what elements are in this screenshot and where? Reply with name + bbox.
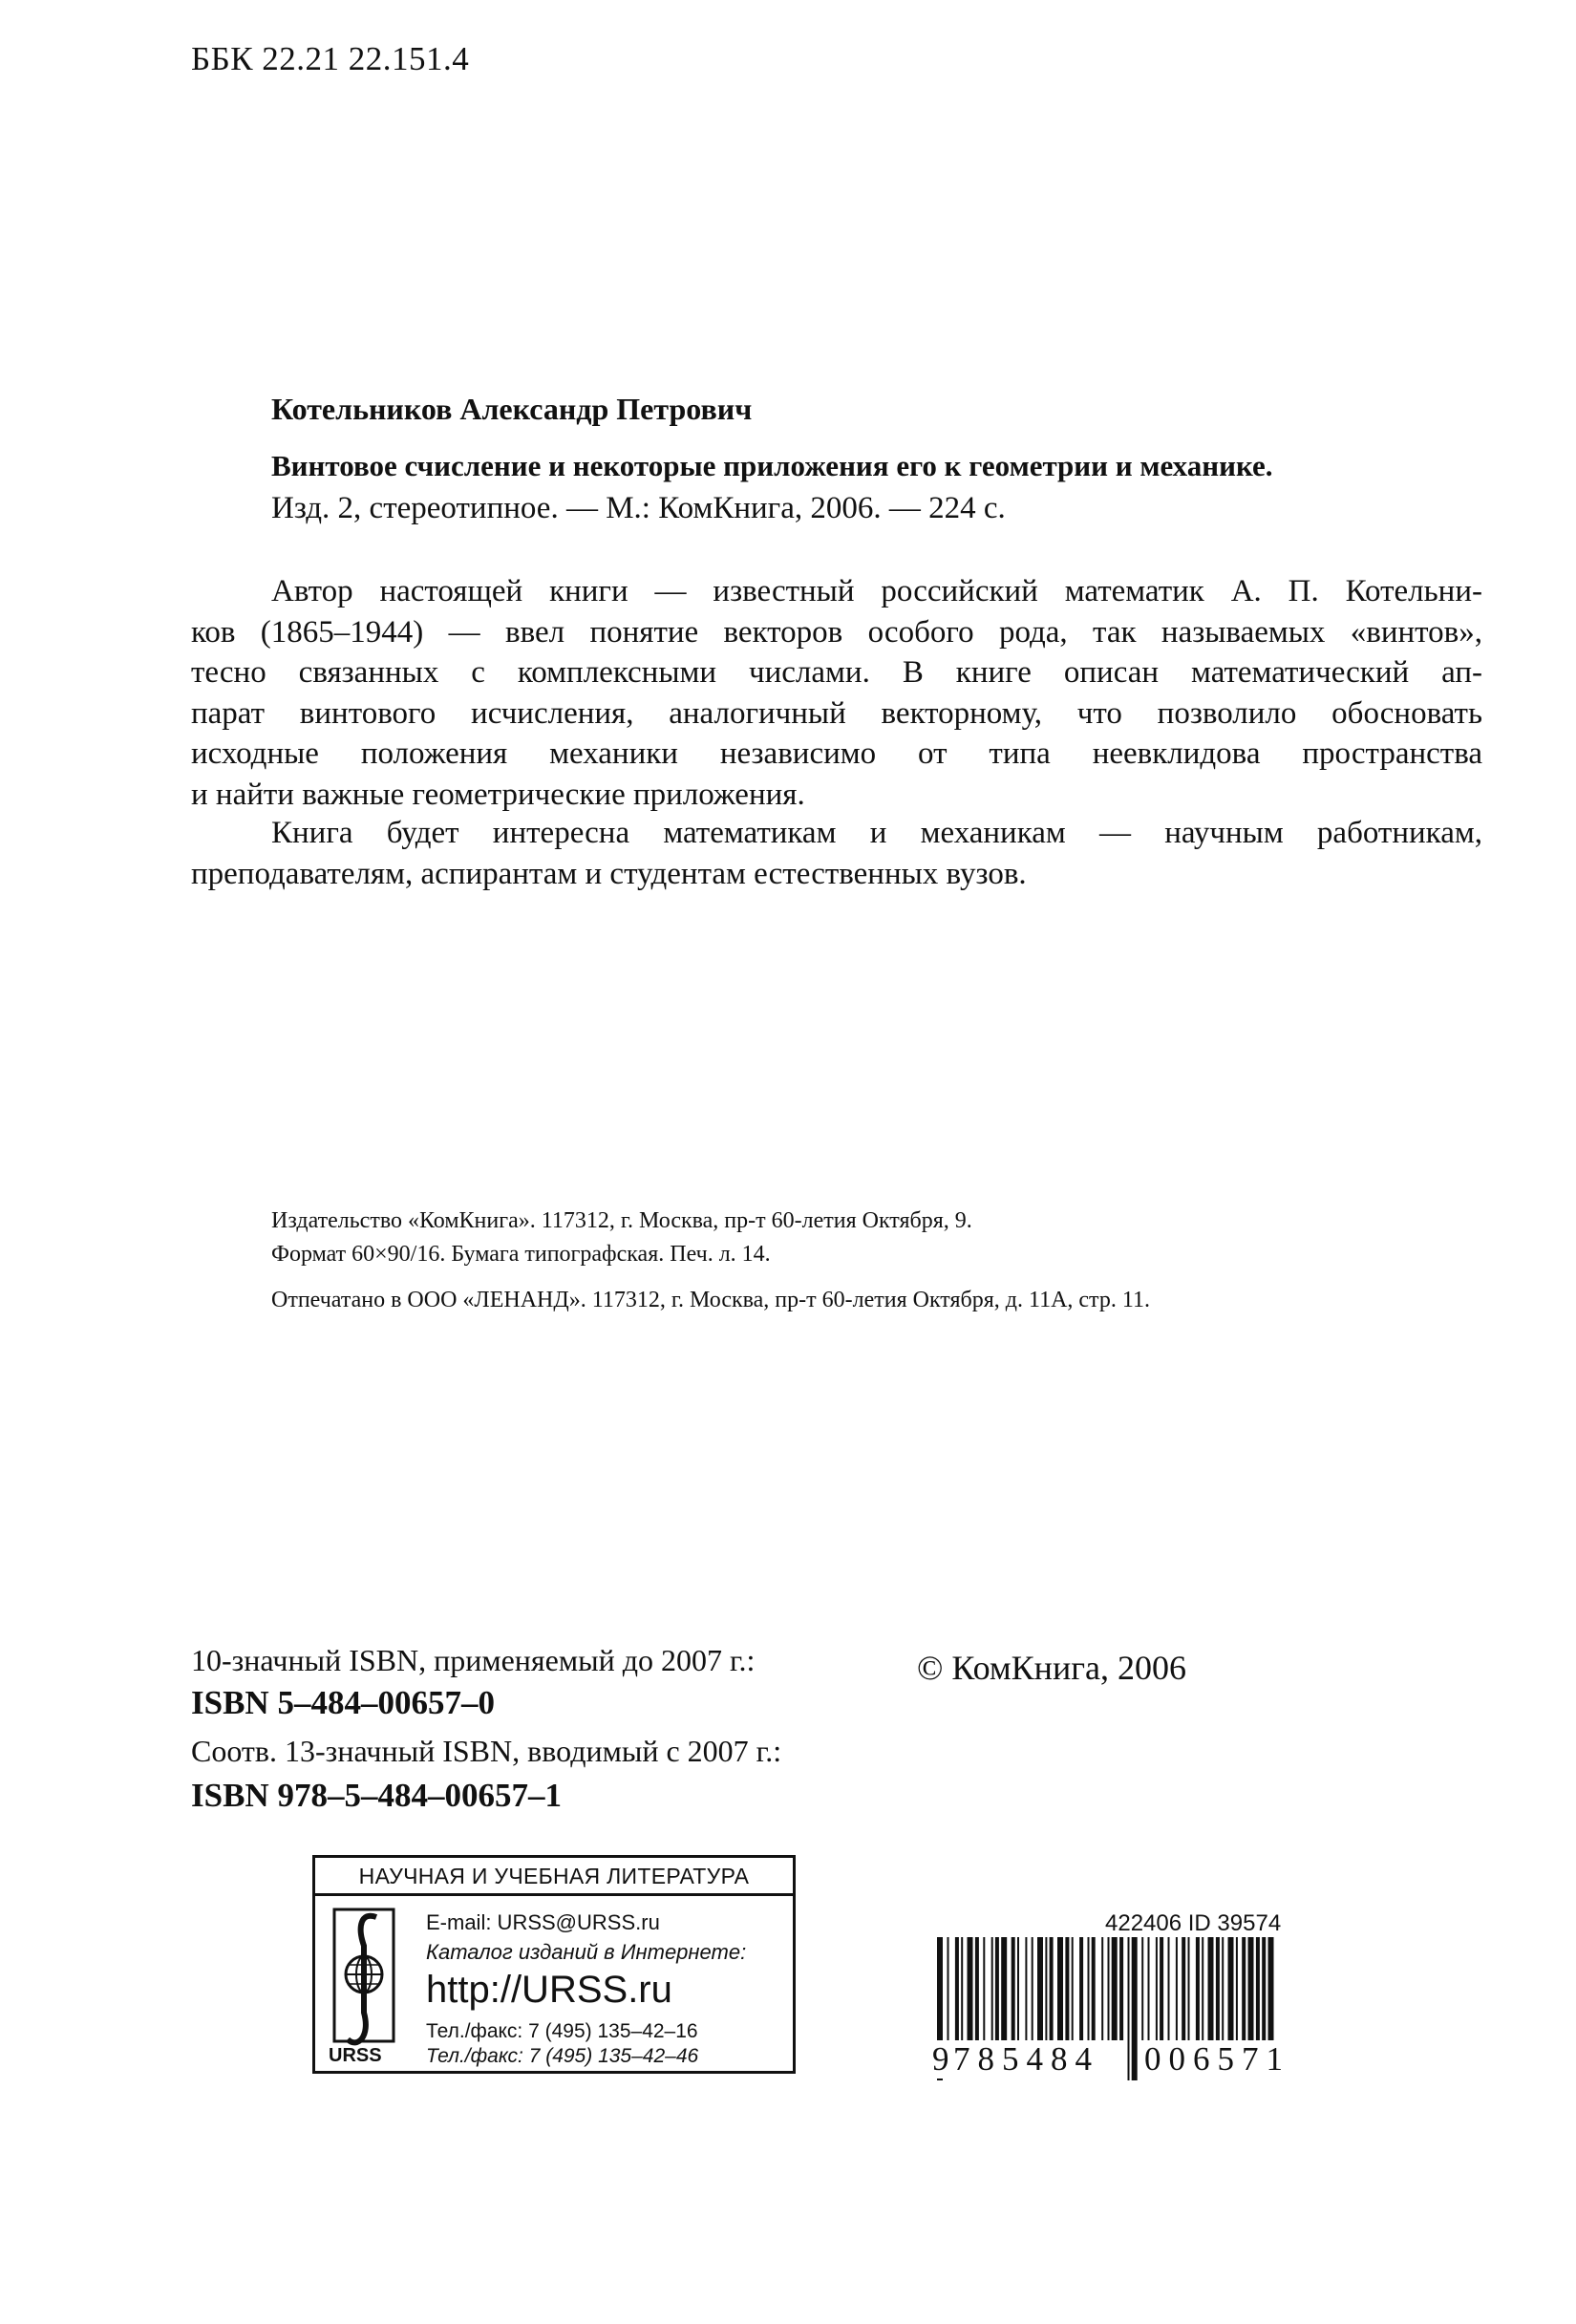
barcode-bar <box>1037 1937 1043 2040</box>
isbn10-value: ISBN 5–484–00657–0 <box>191 1684 495 1721</box>
barcode-digits <box>931 2040 1332 2082</box>
barcode-bar <box>1119 1937 1123 2040</box>
urss-logo-label: URSS <box>329 2045 382 2066</box>
barcode-bar <box>1196 1937 1200 2040</box>
barcode-bar <box>1208 1937 1214 2040</box>
abstract-line: Автор настоящей книги — известный российский математик А. П. Котельни- <box>271 574 1482 608</box>
barcode-digit-group: 006571 <box>1144 2040 1290 2078</box>
abstract-line: исходные положения механики независимо от типа неевклидова пространства <box>191 736 1482 771</box>
copyright-notice: © КомКнига, 2006 <box>917 1649 1186 1687</box>
urss-catalog: Каталог изданий в Интернете: <box>426 1940 747 1964</box>
barcode-bar <box>1256 1937 1260 2040</box>
barcode-bar <box>1262 1937 1266 2040</box>
isbn10-label: 10-значный ISBN, применяемый до 2007 г.: <box>191 1643 756 1677</box>
barcode-bar <box>961 1937 963 2040</box>
imprint-format: Формат 60×90/16. Бумага типографская. Печ. л. 14. <box>271 1242 771 1267</box>
barcode-bar <box>1065 1937 1069 2040</box>
barcode-bar <box>1156 1937 1158 2040</box>
barcode-bar <box>1025 1937 1027 2040</box>
barcode-bar <box>1228 1937 1234 2040</box>
urss-url: http://URSS.ru <box>426 1969 672 2011</box>
barcode-bar <box>991 1937 993 2040</box>
barcode-bar <box>1148 1937 1150 2040</box>
barcode-digit-group: 9 <box>932 2040 949 2078</box>
barcode-bar <box>1160 1937 1163 2040</box>
barcode-bar <box>1112 1937 1118 2040</box>
barcode-bar <box>1012 1937 1015 2040</box>
abstract-line: ков (1865–1944) — ввел понятие векторов особого рода, так называемых «винтов», <box>191 614 1482 650</box>
barcode-bar <box>1032 1937 1033 2040</box>
barcode-bar <box>995 1937 999 2040</box>
barcode-bar <box>968 1937 973 2040</box>
imprint-printed: Отпечатано в ООО «ЛЕНАНД». 117312, г. Москва, пр-т 60-летия Октября, д. 11А, стр. 11. <box>271 1288 1150 1312</box>
barcode-bar <box>1248 1937 1254 2040</box>
abstract-line: и найти важные геометрические приложения. <box>191 777 805 812</box>
isbn13-value: ISBN 978–5–484–00657–1 <box>191 1777 562 1814</box>
barcode-bar <box>1168 1937 1170 2040</box>
barcode-bar <box>1176 1937 1178 2040</box>
abstract-line: преподавателям, аспирантам и студентам естественных вузов. <box>191 856 1027 891</box>
abstract-line: Книга будет интересна математикам и механикам — научным работникам, <box>271 816 1482 850</box>
abstract-line: тесно связанных с комплексными числами. В книге описан математический ап- <box>191 655 1482 690</box>
barcode-bar <box>1050 1937 1054 2040</box>
book-title: Винтовое счисление и некоторые приложения его к геометрии и механике. <box>271 449 1273 482</box>
barcode-bar <box>1268 1937 1274 2040</box>
barcode-bar <box>1092 1937 1096 2040</box>
barcode-bar <box>1242 1937 1246 2040</box>
barcode-bar <box>1202 1937 1203 2040</box>
abstract-paragraph-2 <box>191 813 1482 894</box>
abstract-paragraph-1 <box>191 571 1482 815</box>
barcode-bar <box>1017 1937 1019 2040</box>
barcode-digit-group: 785484 <box>953 2040 1099 2078</box>
barcode-bar <box>1057 1937 1063 2040</box>
barcode-bar <box>1088 1937 1090 2040</box>
barcode-bar <box>1072 1937 1074 2040</box>
barcode-bar <box>948 1937 949 2040</box>
urss-logo-icon <box>332 1908 395 2060</box>
barcode-bar <box>1236 1937 1238 2040</box>
barcode-bar <box>1001 1937 1007 2040</box>
urss-phone-2: Тел./факс: 7 (495) 135–42–46 <box>426 2045 699 2067</box>
bbk-classification: ББК 22.21 22.151.4 <box>191 40 470 77</box>
urss-email: E-mail: URSS@URSS.ru <box>426 1910 660 1934</box>
imprint-publisher: Издательство «КомКнига». 117312, г. Москва, пр-т 60-летия Октября, 9. <box>271 1208 972 1233</box>
barcode-id: 422406 ID 39574 <box>1105 1910 1282 1936</box>
barcode-bar <box>1182 1937 1185 2040</box>
barcode-bar <box>1045 1937 1047 2040</box>
barcode-bar <box>1216 1937 1220 2040</box>
barcode-bar <box>1141 1937 1143 2040</box>
urss-header: НАУЧНАЯ И УЧЕБНАЯ ЛИТЕРАТУРА <box>315 1858 793 1896</box>
barcode-bar <box>983 1937 985 2040</box>
edition-info: Изд. 2, стереотипное. — М.: КомКнига, 2006. — 224 с. <box>271 491 1006 525</box>
abstract-line: парат винтового исчисления, аналогичный векторному, что позволило обосновать <box>191 695 1482 731</box>
barcode-bar <box>975 1937 979 2040</box>
barcode-bar <box>1222 1937 1224 2040</box>
barcode-bar <box>1188 1937 1190 2040</box>
author-name: Котельников Александр Петрович <box>271 392 753 426</box>
urss-publisher-box <box>312 1855 796 2074</box>
barcode-bar <box>955 1937 959 2040</box>
isbn13-label: Соотв. 13-значный ISBN, вводимый с 2007 г.: <box>191 1734 782 1768</box>
barcode-bar <box>1108 1937 1110 2040</box>
urss-phone-1: Тел./факс: 7 (495) 135–42–16 <box>426 2020 698 2042</box>
barcode-bar <box>1079 1937 1083 2040</box>
barcode-bar <box>1101 1937 1103 2040</box>
